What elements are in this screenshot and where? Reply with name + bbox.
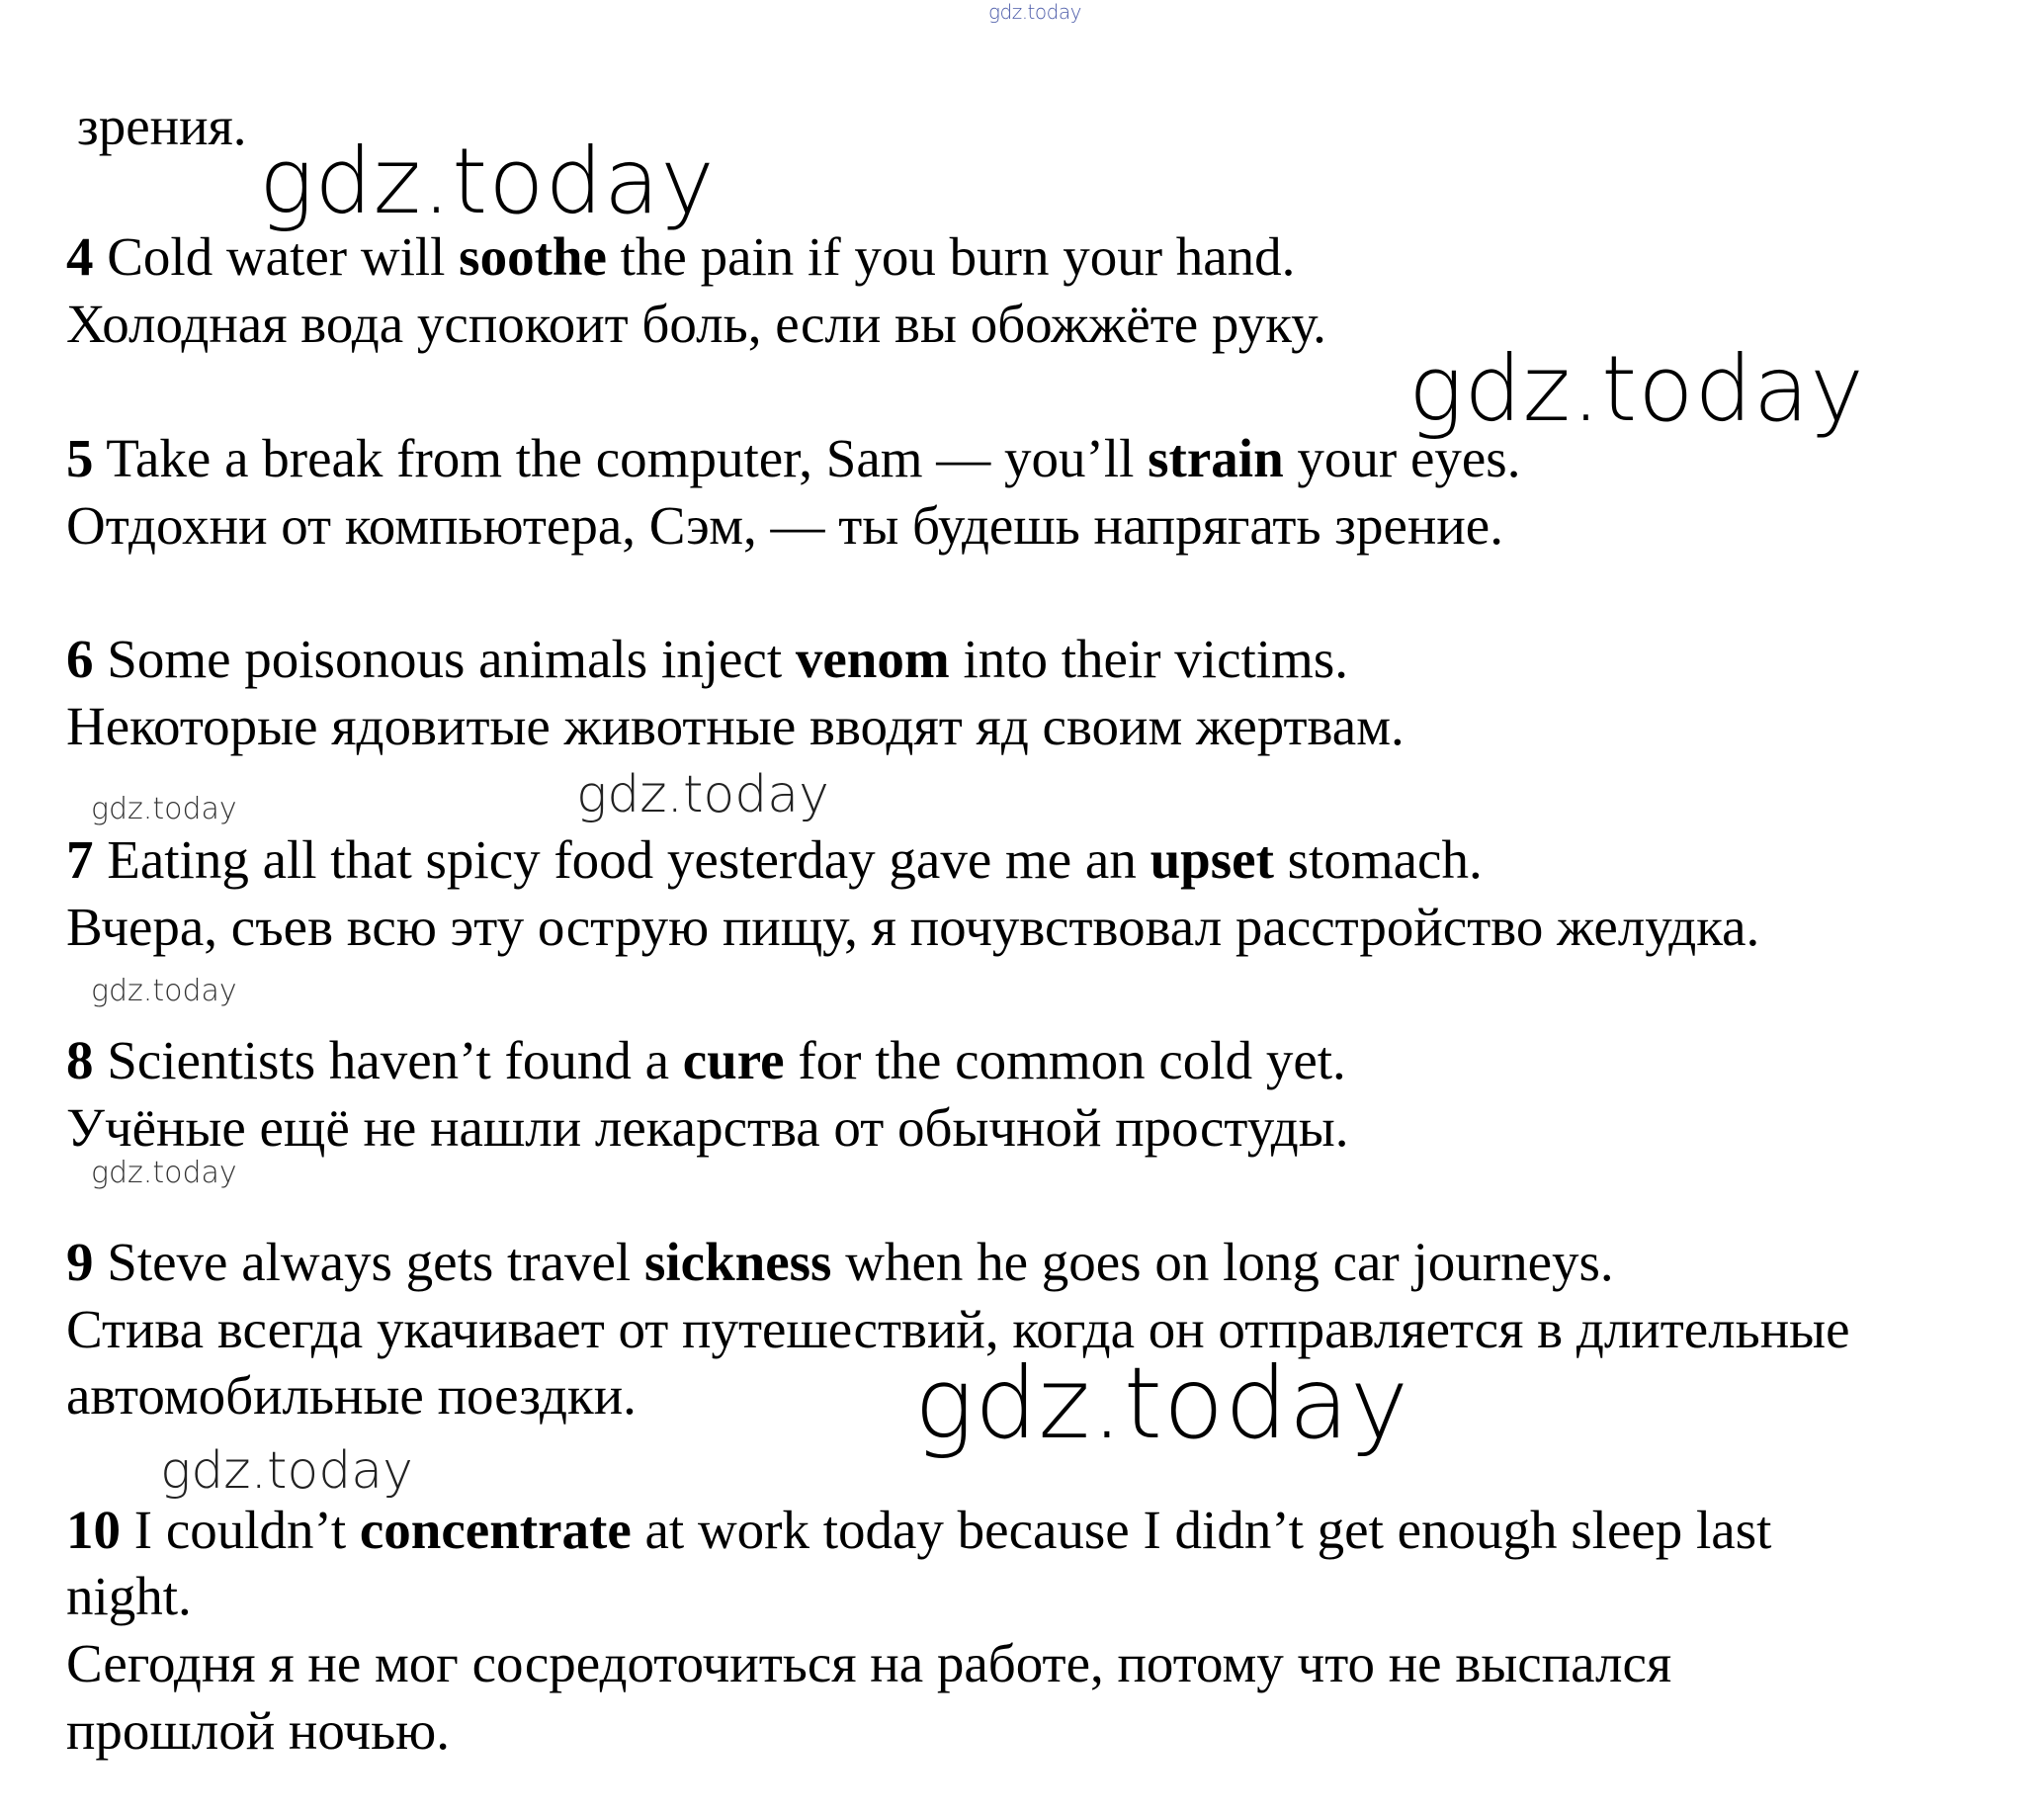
item-number: 6 (66, 629, 94, 689)
item-8-english (66, 1030, 1346, 1090)
keyword: concentrate (359, 1500, 632, 1560)
item-number: 9 (66, 1232, 94, 1292)
item-6-english (66, 629, 1348, 689)
keyword: soothe (459, 226, 607, 287)
sentence-after: your eyes. (1297, 428, 1521, 488)
item-9-english (66, 1232, 1614, 1292)
sentence-after: stomach. (1287, 829, 1483, 890)
item-7-english (66, 829, 1483, 890)
watermark-small: gdz.today (91, 792, 237, 826)
item-10-translation-line-2: прошлой ночью. (66, 1700, 451, 1761)
keyword: cure (682, 1030, 785, 1090)
item-number: 7 (66, 829, 94, 890)
sentence-after: when he goes on long car journeys. (845, 1232, 1614, 1292)
sentence-after: for the common cold yet. (798, 1030, 1346, 1090)
watermark-top: gdz.today (988, 0, 1081, 24)
item-number: 5 (66, 428, 94, 488)
item-10-english-continuation: night. (66, 1566, 192, 1626)
sentence-before: Steve always gets travel (107, 1232, 632, 1292)
sentence-before: Cold water will (107, 226, 446, 287)
watermark-large: gdz.today (1408, 336, 1865, 442)
sentence-before: Take a break from the computer, Sam — you’ll (106, 428, 1135, 488)
keyword: strain (1148, 428, 1284, 488)
item-4-translation: Холодная вода успокоит боль, если вы обожжёте руку. (66, 294, 1326, 354)
sentence-before: Scientists haven’t found a (107, 1030, 669, 1090)
watermark-large: gdz.today (259, 129, 716, 234)
item-6-translation: Некоторые ядовитые животные вводят яд своим жертвам. (66, 696, 1405, 756)
item-9-translation-line-2: автомобильные поездки. (66, 1365, 637, 1426)
keyword: venom (795, 629, 950, 689)
item-number: 4 (66, 226, 94, 287)
keyword: upset (1150, 829, 1274, 890)
item-5-english (66, 428, 1521, 488)
watermark-small: gdz.today (91, 1156, 237, 1190)
item-5-translation: Отдохни от компьютера, Сэм, — ты будешь напрягать зрение. (66, 495, 1503, 556)
keyword: sickness (643, 1232, 832, 1292)
sentence-after: at work today because I didn’t get enough sleep last (644, 1500, 1772, 1560)
item-7-translation: Вчера, съев всю эту острую пищу, я почувствовал расстройство желудка. (66, 897, 1760, 957)
sentence-after: the pain if you burn your hand. (620, 226, 1296, 287)
item-10-english (66, 1500, 1772, 1560)
sentence-after: into their victims. (963, 629, 1348, 689)
watermark-medium: gdz.today (160, 1441, 413, 1501)
item-4-english (66, 226, 1296, 287)
sentence-before: I couldn’t (133, 1500, 347, 1560)
item-8-translation: Учёные ещё не нашли лекарства от обычной простуды. (66, 1097, 1349, 1158)
item-number: 8 (66, 1030, 94, 1090)
sentence-before: Eating all that spicy food yesterday gave me an (107, 829, 1137, 890)
item-10-translation-line-1: Сегодня я не мог сосредоточиться на работе, потому что не выспался (66, 1633, 1672, 1693)
watermark-small: gdz.today (91, 974, 237, 1008)
item-number: 10 (66, 1500, 121, 1560)
sentence-before: Some poisonous animals inject (107, 629, 783, 689)
item-9-translation-line-1: Стива всегда укачивает от путешествий, когда он отправляется в длительные (66, 1299, 1850, 1359)
watermark-medium: gdz.today (576, 765, 829, 824)
watermark-large: gdz.today (914, 1345, 1410, 1461)
intro-text: зрения. (77, 96, 247, 156)
